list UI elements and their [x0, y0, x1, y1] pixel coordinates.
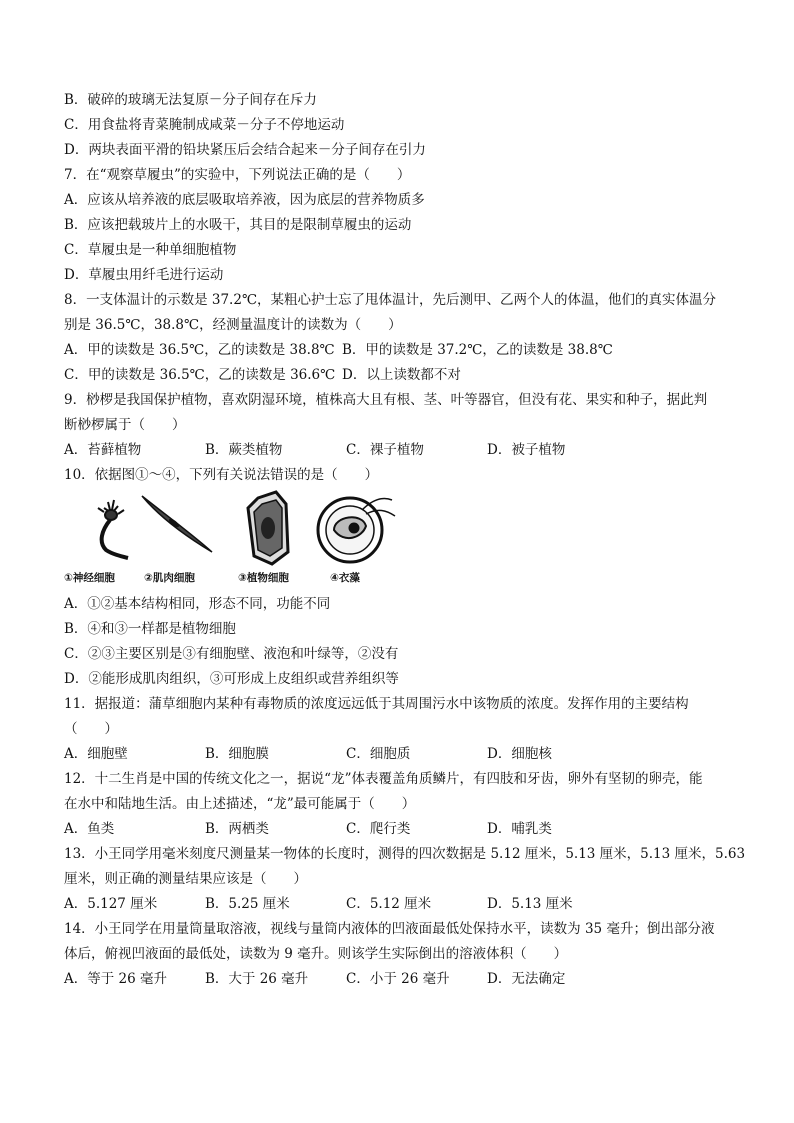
option-10d: D．②能形成肌肉组织，③可形成上皮组织或营养组织等: [64, 671, 399, 687]
caption-chlamydomonas: ④衣藻: [330, 572, 360, 584]
question-13-line1: 13．小王同学用毫米刻度尺测量某一物体的长度时，测得的四次数据是 5.12 厘米，5.13 厘米，5.13 厘米，5.63: [64, 846, 746, 862]
question-13-line2: 厘米，则正确的测量结果应该是（ ）: [64, 871, 307, 887]
question-14-line1: 14．小王同学在用量筒量取溶液，视线与量筒内液体的凹液面最低处保持水平，读数为 35 毫升；倒出部分液: [64, 921, 715, 937]
cell-figure-drawing: [62, 490, 397, 570]
muscle-cell-drawing: [142, 496, 212, 552]
option-13a: A．5.127 厘米: [64, 896, 158, 912]
option-12a: A．鱼类: [64, 821, 115, 837]
options-11: [64, 745, 744, 763]
cell-figure: [62, 490, 397, 588]
option-10a: A．①②基本结构相同，形态不同，功能不同: [64, 596, 331, 612]
option-6b: B．破碎的玻璃无法复原－分子间存在斥力: [64, 92, 317, 108]
caption-plant-cell: ③植物细胞: [238, 572, 289, 584]
option-11a: A．细胞壁: [64, 746, 128, 762]
option-12d: D．哺乳类: [487, 821, 552, 837]
question-9-line2: 断桫椤属于（ ）: [64, 417, 186, 433]
option-9d: D．被子植物: [487, 442, 566, 458]
option-14a: A．等于 26 毫升: [64, 971, 168, 987]
question-12-line1: 12．十二生肖是中国的传统文化之一，据说“龙”体表覆盖角质鳞片，有四肢和牙齿，卵外有坚韧的卵壳，能: [64, 771, 703, 787]
options-13: [64, 895, 744, 913]
question-8-line1: 8．一支体温计的示数是 37.2℃，某粗心护士忘了甩体温计，先后测甲、乙两个人的体温，他们的真实体温分: [64, 292, 717, 308]
option-8c: C．甲的读数是 36.5℃，乙的读数是 36.6℃: [64, 367, 336, 383]
option-7c: C．草履虫是一种单细胞植物: [64, 242, 237, 258]
question-11-line1: 11．据报道：蒲草细胞内某种有毒物质的浓度远远低于其周围污水中该物质的浓度。发挥作用的主要结构: [64, 696, 689, 712]
option-10c: C．②③主要区别是③有细胞壁、液泡和叶绿等，②没有: [64, 646, 399, 662]
option-9c: C．裸子植物: [346, 442, 424, 458]
option-12b: B．两栖类: [205, 821, 269, 837]
caption-neuron: ①神经细胞: [64, 572, 115, 584]
question-9-line1: 9．桫椤是我国保护植物，喜欢阴湿环境，植株高大且有根、茎、叶等器官，但没有花、果实和种子，据此判: [64, 392, 708, 408]
option-14d: D．无法确定: [487, 971, 566, 987]
question-7: 7．在“观察草履虫”的实验中，下列说法正确的是（ ）: [64, 167, 411, 183]
plant-cell-drawing: [248, 492, 288, 564]
options-12: [64, 820, 744, 838]
option-8a: A．甲的读数是 36.5℃，乙的读数是 38.8℃: [64, 342, 335, 358]
question-8-line2: 别是 36.5℃，38.8℃，经测量温度计的读数为（ ）: [64, 317, 402, 333]
options-9: [64, 441, 744, 459]
option-9b: B．蕨类植物: [205, 442, 283, 458]
option-13c: C．5.12 厘米: [346, 896, 432, 912]
options-14: [64, 970, 744, 988]
option-8d: D．以上读数都不对: [342, 367, 461, 383]
option-6d: D．两块表面平滑的铅块紧压后会结合起来－分子间存在引力: [64, 142, 426, 158]
option-7b: B．应该把载玻片上的水吸干，其目的是限制草履虫的运动: [64, 217, 412, 233]
option-13b: B．5.25 厘米: [205, 896, 290, 912]
question-12-line2: 在水中和陆地生活。由上述描述，“龙”最可能属于（ ）: [64, 796, 416, 812]
option-13d: D．5.13 厘米: [487, 896, 573, 912]
caption-muscle-cell: ②肌肉细胞: [144, 572, 195, 584]
neuron-drawing: [98, 500, 128, 558]
chlamydomonas-drawing: [318, 498, 395, 562]
option-8b: B．甲的读数是 37.2℃，乙的读数是 38.8℃: [342, 342, 613, 358]
option-10b: B．④和③一样都是植物细胞: [64, 621, 236, 637]
option-11b: B．细胞膜: [205, 746, 269, 762]
options-8-cd: [64, 366, 744, 384]
question-10: 10．依据图①～④，下列有关说法错误的是（ ）: [64, 467, 379, 483]
option-7d: D．草履虫用纤毛进行运动: [64, 267, 224, 283]
option-12c: C．爬行类: [346, 821, 411, 837]
option-7a: A．应该从培养液的底层吸取培养液，因为底层的营养物质多: [64, 192, 425, 208]
question-14-line2: 体后，俯视凹液面的最低处，读数为 9 毫升。则该学生实际倒出的溶液体积（ ）: [64, 946, 568, 962]
option-11d: D．细胞核: [487, 746, 552, 762]
option-14b: B．大于 26 毫升: [205, 971, 309, 987]
option-14c: C．小于 26 毫升: [346, 971, 450, 987]
option-6c: C．用食盐将青菜腌制成咸菜－分子不停地运动: [64, 117, 345, 133]
options-8-ab: [64, 341, 744, 359]
option-11c: C．细胞质: [346, 746, 411, 762]
question-11-line2: （ ）: [64, 721, 118, 737]
option-9a: A．苔藓植物: [64, 442, 142, 458]
